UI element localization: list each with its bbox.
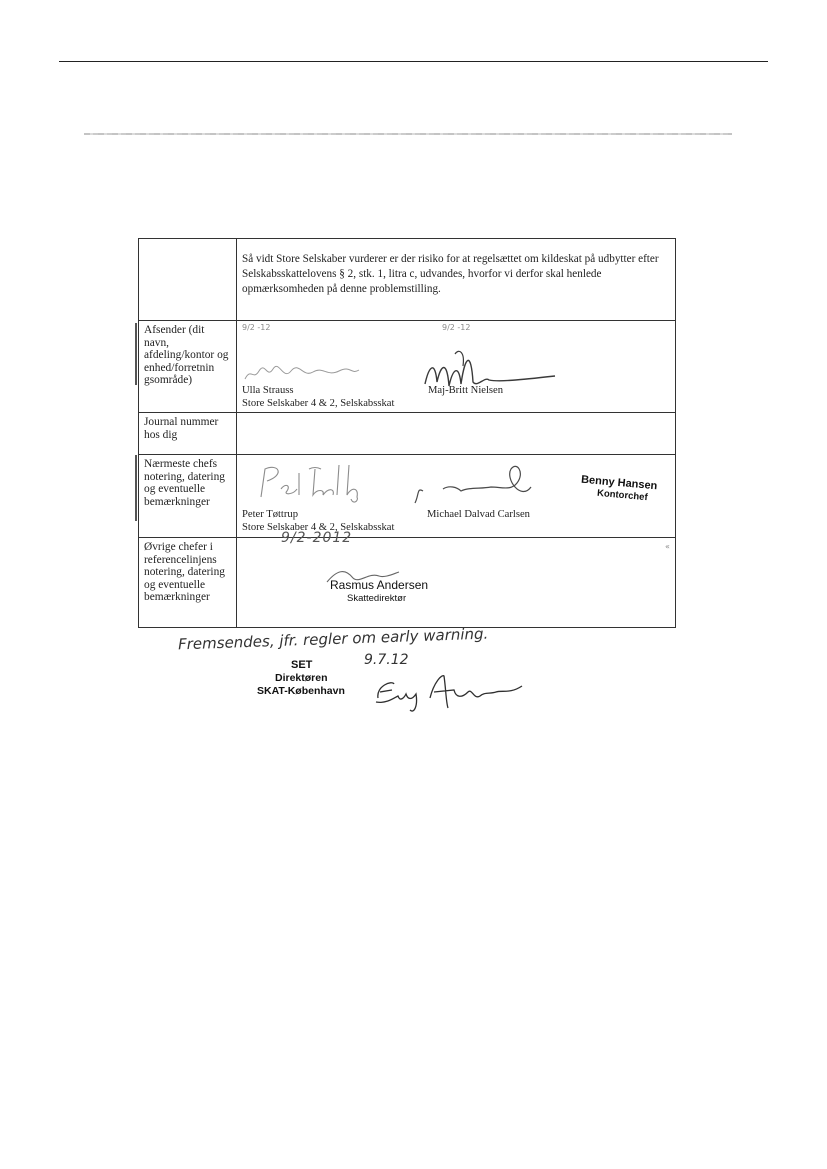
- chefs-unit: Store Selskaber 4 & 2, Selskabsskat: [242, 522, 395, 533]
- peter-tottrup-signature: [255, 461, 385, 503]
- chefs-label: Nærmeste chefs notering, datering og eventuelle bemærkninger: [144, 458, 225, 508]
- chefs-cell: [237, 455, 676, 538]
- ovrige-stamp-name: Rasmus Andersen: [330, 578, 429, 592]
- afsender-date-right: 9/2 -12: [442, 323, 471, 332]
- footer-stamp-line3: SKAT-København: [257, 685, 345, 697]
- early-warning-form: [138, 238, 676, 628]
- ovrige-stamp-title: Skattedirektør: [347, 593, 407, 604]
- afsender-date-left: 9/2 -12: [242, 323, 271, 332]
- ovrige-label-cell: [139, 538, 237, 628]
- ulla-strauss-signature: [243, 363, 363, 385]
- chefs-name-left: Peter Tøttrup: [242, 509, 298, 520]
- footer-stamp-line2: Direktøren: [275, 672, 328, 684]
- journal-label-cell: [139, 413, 237, 455]
- footer-stamp-line1: SET: [291, 659, 313, 671]
- intro-text: Så vidt Store Selskaber vurderer er der risiko for at regelsættet om kildeskat på udbytter efter Selskabsskattelovens § 2, stk. 1, litra c, udvandes, hvorfor vi derfor skal henlede opmærksomheden på denne problemstilling.: [242, 253, 659, 295]
- intro-cell: [237, 239, 676, 321]
- ovrige-label: Øvrige chefer i referencelinjens notering, datering og eventuelle bemærkninger: [144, 541, 225, 604]
- footer-handwritten-note: Fremsendes, jfr. regler om early warning.: [177, 624, 489, 654]
- afsender-name-right: Maj-Britt Nielsen: [428, 385, 504, 396]
- chefs-name-right: Michael Dalvad Carlsen: [427, 509, 530, 520]
- chefs-label-cell: [139, 455, 237, 538]
- michael-dalvad-carlsen-signature: [405, 457, 545, 505]
- afsender-unit: Store Selskaber 4 & 2, Selskabsskat: [242, 398, 395, 409]
- afsender-label: Afsender (dit navn, afdeling/kontor og enhed/forretnin gsområde): [144, 324, 229, 387]
- afsender-cell: [237, 321, 676, 413]
- scan-artifact-line: [84, 133, 732, 135]
- footer-handwritten-date: 9.7.12: [364, 652, 409, 668]
- ovrige-margin-mark: «: [665, 542, 670, 551]
- afsender-label-cell: [139, 321, 237, 413]
- empty-label-cell: [139, 239, 237, 321]
- journal-label: Journal nummer hos dig: [144, 416, 219, 441]
- afsender-name-left: Ulla Strauss: [242, 385, 294, 396]
- scan-margin-mark: [135, 323, 137, 385]
- chefs-stamp-name: Benny Hansen: [580, 473, 658, 493]
- scan-margin-mark: [135, 455, 137, 521]
- ovrige-cell: [237, 530, 676, 628]
- chefs-stamp-title: Kontorchef: [596, 487, 649, 504]
- journal-value-cell: [237, 413, 676, 455]
- director-signature: [372, 668, 532, 716]
- header-rule: [59, 61, 768, 62]
- ovrige-date: 9/2-2012: [281, 530, 353, 546]
